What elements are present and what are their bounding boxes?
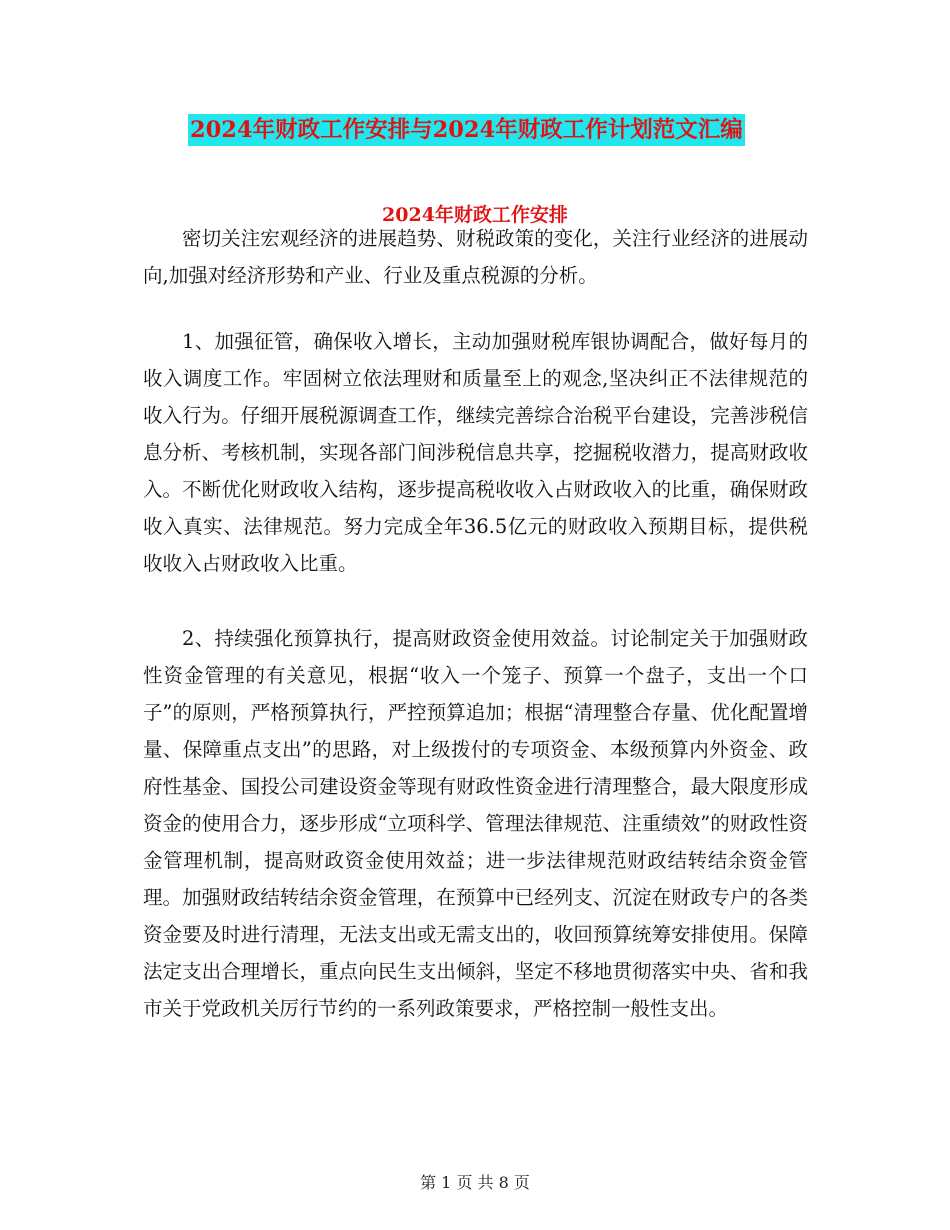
paragraph-item-1: 1、加强征管，确保收入增长，主动加强财税库银协调配合，做好每月的收入调度工作。牢固树立依法理财和质量至上的观念,坚决纠正不法律规范的收入行为。仔细开展税源调查工作，继续完善综合治税平台建设，完善涉税信息分析、考核机制，实现各部门间涉税信息共享，挖掘税收潜力，提高财政收入。不断优化财政收入结构，逐步提高税收收入占财政收入的比重，确保财政收入真实、法律规范。努力完成全年36.5亿元的财政收入预期目标，提供税收收入占财政收入比重。	[143, 330, 808, 575]
page-number-footer: 第 1 页 共 8 页	[420, 1173, 530, 1192]
section-title: 2024年财政工作安排	[382, 204, 568, 226]
paragraph-item-2: 2、持续强化预算执行，提高财政资金使用效益。讨论制定关于加强财政性资金管理的有关意见，根据“收入一个笼子、预算一个盘子，支出一个口子”的原则，严格预算执行，严控预算追加；根据“清理整合存量、优化配置增量、保障重点支出”的思路，对上级拨付的专项资金、本级预算内外资金、政府性基金、国投公司建设资金等现有财政性资金进行清理整合，最大限度形成资金的使用合力，逐步形成“立项科学、管理法律规范、注重绩效”的财政性资金管理机制，提高财政资金使用效益；进一步法律规范财政结转结余资金管理。加强财政结转结余资金管理，在预算中已经列支、沉淀在财政专户的各类资金要及时进行清理，无法支出或无需支出的，收回预算统筹安排使用。保障法定支出合理增长，重点向民生支出倾斜，坚定不移地贯彻落实中央、省和我市关于党政机关厉行节约的一系列政策要求，严格控制一般性支出。	[143, 627, 808, 1020]
document-title: 2024年财政工作安排与2024年财政工作计划范文汇编	[188, 114, 745, 146]
paragraph-intro: 密切关注宏观经济的进展趋势、财税政策的变化，关注行业经济的进展动向,加强对经济形势和产业、行业及重点税源的分析。	[143, 227, 808, 287]
